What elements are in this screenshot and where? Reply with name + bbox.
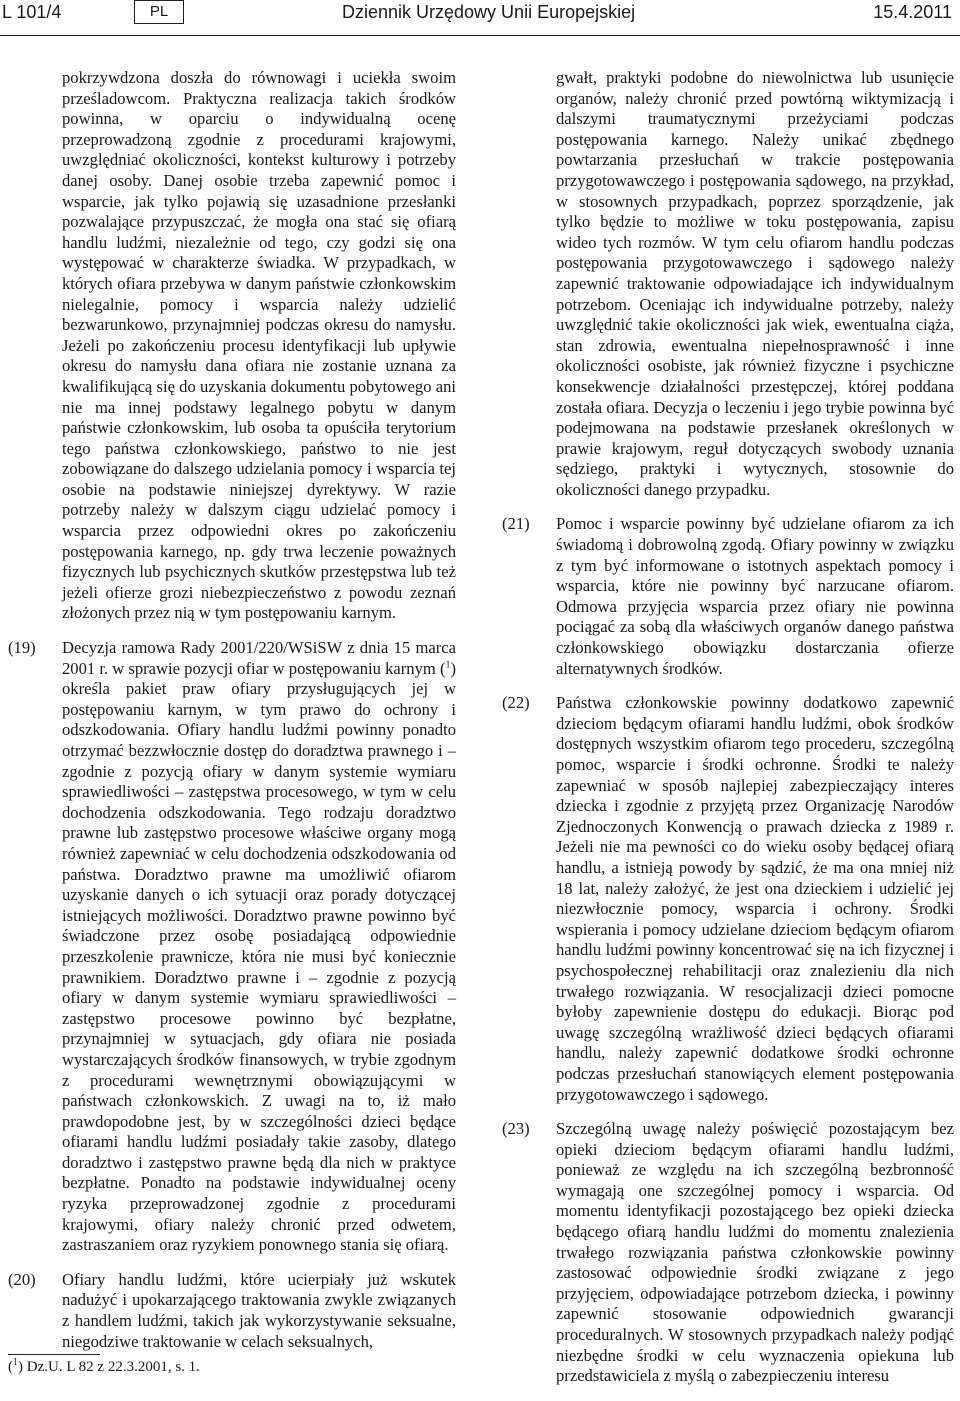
recital-21 (502, 514, 954, 679)
language-badge: PL (134, 0, 184, 24)
recital-number: (21) (502, 514, 530, 534)
footnote-divider (8, 1354, 100, 1355)
footnote: ($^1$) Dz.U. L 82 z 22.3.2001, s. 1. (8, 1357, 200, 1375)
recital-text-part: Decyzja ramowa Rady 2001/220/WSiSW z dnia 15 marca 2001 r. w sprawie pozycji ofiar w postępowaniu karnym ( (62, 638, 456, 678)
recital-text: Państwa członkowskie powinny dodatkowo zapewnić dzieciom będącym ofiarami handlu ludźmi, obok środków dostępnych wszystkim ofiarom tego procederu, szczególną pomoc, wsparcie i środki ochronne. Środki te należy zapewniać w sposób najlepiej zabezpieczający interes dziecka i zgodnie z przyjętą przez Organizację Narodów Zjednoczonych Konwencją o prawach dziecka z 1989 r. Jeżeli nie ma pewności co do wieku osoby będącej ofiarą handlu, a istnieją powody by sądzić, że ma ona mniej niż 18 lat, należy założyć, że jest ona dzieckiem i udzielić jej niezwłocznie pomocy, wsparcia i ochrony. Środki wspierania i pomocy udzielane dzieciom będącym ofiarom handlu ludźmi powinny koncentrować się na ich fizycznej i psychospołecznej rehabilitacji oraz znalezieniu dla nich trwałego rozwiązania. W resocjalizacji dzieci pomocne byłoby zapewnienie dostępu do edukacji. Biorąc pod uwagę szczególną wrażliwość dzieci będących ofiarami handlu, należy zapewnić dodatkowe środki ochronne podczas przesłuchań stanowiących element postępowania przygotowawczego i sądowego. (556, 693, 954, 1104)
recital-19 (8, 638, 456, 1256)
recital-22 (502, 693, 954, 1105)
recital-20 (8, 1270, 456, 1352)
right-column (502, 68, 954, 1401)
recital-text: Szczególną uwagę należy poświęcić pozostającym bez opieki dzieciom będącym ofiarami handlu ludźmi, ponieważ ze względu na ich szczególną bezbronność wymagają one szczególnej pomocy i wsparcia. Od momentu identyfikacji pozostającego bez opieki dziecka będącego ofiarą handlu ludźmi do momentu znalezienia trwałego rozwiązania państwa członkowskie powinny zastosować odpowiednie środki związane z jego przyjęciem, odpowiadające potrzebom dziecka, i powinny zapewnić stosowanie odpowiednich gwarancji proceduralnych. W stosownych przypadkach należy podjąć niezbędne środki w celu wyznaczenia opiekuna lub przedstawiciela z myślą o zabezpieczeniu interesu (556, 1119, 954, 1386)
recital-number: (19) (8, 638, 36, 658)
recital-20-continuation: gwałt, praktyki podobne do niewolnictwa lub usunięcie organów, należy chronić przed powtórną wiktymizacją i dalszymi traumatycznymi przeżyciami podczas postępowania karnego. Należy unikać zbędnego powtarzania przesłuchań w trakcie postępowania przygotowawczego i postępowania sądowego, na przykład, w stosownych przypadkach, poprzez sporządzenie, jak tylko będzie to możliwe w toku postępowania, zapisu wideo tych rozmów. W tym celu ofiarom handlu podczas postępowania przygotowawczego i sądowego należy zapewnić traktowanie odpowiadające ich indywidualnym potrzebom. Oceniając ich indywidualne potrzeby, należy uwzględnić takie okoliczności jak wiek, ewentualna ciąża, stan zdrowia, ewentualna niepełnosprawność i inne okoliczności osobiste, jak również fizyczne i psychiczne konsekwencje działalności przestępczej, której poddana została ofiara. Decyzja o leczeniu i jego trybie powinna być podejmowana na podstawie przesłanek określonych w prawie krajowym, reguł dotyczących swobody uznania sędziego, praktyki i wytycznych, stosownie do okoliczności danego przypadku. (556, 68, 954, 499)
footnote-ref[interactable]: 1 (445, 659, 451, 671)
recital-number: (23) (502, 1119, 530, 1139)
page-number: L 101/4 (2, 2, 62, 22)
recital-23 (502, 1119, 954, 1387)
header-divider (0, 35, 960, 36)
left-column (8, 68, 456, 1366)
footnote-text: Dz.U. L 82 z 22.3.2001, s. 1. (26, 1359, 200, 1375)
journal-title: Dziennik Urzędowy Unii Europejskiej (342, 2, 636, 22)
footnote-marker: 1 (13, 1357, 18, 1368)
recital-text-part: ) określa pakiet praw ofiary przysługujących jej w postępowaniu karnym, w tym prawo do ochrony i odszkodowania. Ofiary handlu ludźmi powinny ponadto otrzymać bezzwłocznie dostęp do doradztwa prawnego i – zgodnie z pozycją ofiary w danym systemie wymiaru sprawiedliwości – zastępstwa procesowego, w tym w celu dochodzenia odszkodowania. Tego rodzaju doradztwo prawne lub zastępstwo procesowe właściwe organy mogą również zapewniać w celu dochodzenia odszkodowania od państwa. Doradztwo prawne ma umożliwić ofiarom uzyskanie danych o ich sytuacji oraz porady dotyczącej istniejących możliwości. Doradztwo prawne powinno być świadczone przez osobę posiadającą odpowiednie przeszkolenie prawnicze, która nie musi być koniecznie prawnikiem. Doradztwo prawne i – zgodnie z pozycją ofiary w danym systemie wymiaru sprawiedliwości – zastępstwo procesowe powinno być bezpłatne, przynajmniej w sytuacjach, gdy ofiara nie posiada wystarczających środków finansowych, w trybie zgodnym z procedurami wewnętrznymi obowiązującymi w państwach członkowskich. Z uwagi na to, iż mało prawdopodobne jest, by w szczególności dzieci będące ofiarami handlu ludźmi posiadały takie zasoby, dlatego doradztwo i zastępstwo prawne będą dla nich w praktyce bezpłatne. Ponadto na podstawie indywidualnej oceny ryzyka przeprowadzonej zgodnie z procedurami krajowymi, ofiary należy chronić przed odwetem, zastraszaniem oraz ryzykiem ponownego stania się ofiarą. (62, 658, 456, 1255)
recital-text (62, 638, 456, 1256)
page-header (0, 0, 960, 40)
recital-number: (22) (502, 693, 530, 713)
publication-date: 15.4.2011 (873, 2, 952, 22)
recital-number: (20) (8, 1269, 36, 1289)
recital-text: Ofiary handlu ludźmi, które ucierpiały już wskutek nadużyć i upokarzającego traktowania zwykle związanych z handlem ludźmi, takich jak wykorzystywanie seksualne, niegodziwe traktowanie w celach seksualnych, (62, 1269, 456, 1351)
recital-text: Pomoc i wsparcie powinny być udzielane ofiarom za ich świadomą i dobrowolną zgodą. Ofiary powinny w związku z tym być informowane o istotnych aspektach pomocy i wsparcia, które nie powinny być narzucane ofiarom. Odmowa przyjęcia wsparcia przez ofiary nie powinna pociągać za sobą dla właściwych organów danego państwa członkowskiego obowiązku dostarczania ofierze alternatywnych środków. (556, 514, 954, 678)
recital-18-continuation: pokrzywdzona doszła do równowagi i uciekła swoim prześladowcom. Praktyczna realizacja takich środków powinna, w oparciu o indywidualną ocenę przeprowadzoną zgodnie z procedurami krajowymi, uwzględniać okoliczności, kontekst kulturowy i potrzeby danej osoby. Danej osobie trzeba zapewnić pomoc i wsparcie, jak tylko pojawią się uzasadnione przesłanki pozwalające przypuszczać, że mogła ona stać się ofiarą handlu ludźmi, niezależnie od tego, czy godzi się ona występować w charakterze świadka. W przypadkach, w których ofiara przebywa w danym państwie członkowskim nielegalnie, pomocy i wsparcia należy udzielić bezwarunkowo, przynajmniej podczas okresu do namysłu. Jeżeli po zakończeniu procesu identyfikacji lub upływie okresu do namysłu dana ofiara nie zostanie uznana za kwalifikującą się do uzyskania dokumentu pobytowego ani nie ma innej podstawy legalnego pobytu w danym państwie członkowskim, lub osoba ta opuściła terytorium tego państwa członkowskiego, państwo to nie jest zobowiązane do dalszego udzielania pomocy i wsparcia tej osobie na podstawie niniejszej dyrektywy. W razie potrzeby należy w dalszym ciągu udzielać pomocy i wsparcia przez odpowiedni okres po zakończeniu postępowania karnego, np. gdy trwa leczenie poważnych fizycznych lub psychicznych skutków przestępstwa lub też jeżeli ofierze grozi niebezpieczeństwo z powodu zeznań złożonych przez nią w tym postępowaniu karnym. (62, 68, 456, 623)
